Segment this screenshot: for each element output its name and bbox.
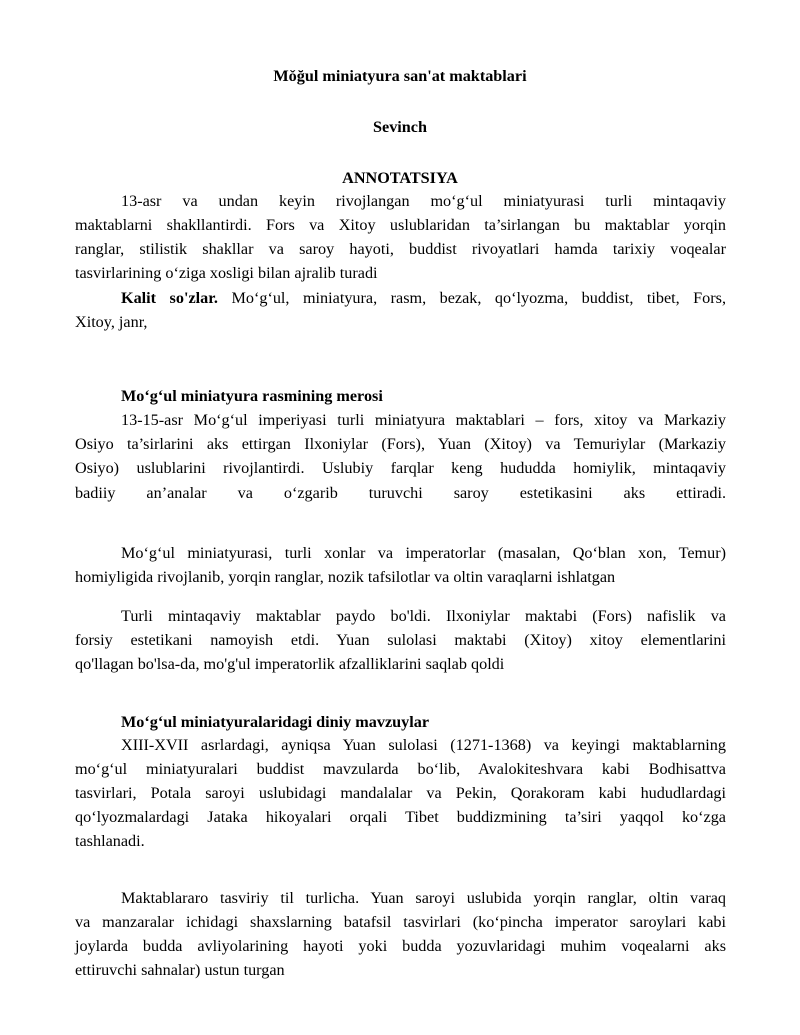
keywords-line	[121, 286, 726, 310]
annotation-line: ranglar, stilistik shakllar va saroy hayoti, buddist rivoyatlari hamda tarixiy voqealar	[75, 240, 726, 258]
paragraph-line: Osiyo ta’sirlarini aks ettirgan Ilxoniylar (Fors), Yuan (Xitoy) va Temuriylar (Markaziy	[75, 435, 726, 453]
annotation-heading: ANNOTATSIYA	[342, 169, 458, 187]
annotation-line: 13-asr va undan keyin rivojlangan mo‘g‘ul miniatyurasi turli mintaqaviy	[121, 192, 726, 210]
section-heading: Mo‘g‘ul miniatyuralaridagi diniy mavzuylar	[121, 713, 430, 731]
keywords-list: Mo‘g‘ul, miniatyura, rasm, bezak, qo‘lyozma, buddist, tibet, Fors,	[217, 289, 726, 307]
paragraph-line: ettiruvchi sahnalar) ustun turgan	[75, 961, 285, 979]
author-name: Sevinch	[373, 118, 427, 136]
paragraph-line: tashlanadi.	[75, 832, 145, 850]
section-heading: Mo‘g‘ul miniatyura rasmining merosi	[121, 387, 383, 405]
paragraph-line: XIII-XVII asrlardagi, ayniqsa Yuan sulolasi (1271-1368) va keyingi maktablarning	[121, 736, 726, 754]
paragraph-line: Maktablararo tasviriy til turlicha. Yuan saroyi uslubida yorqin ranglar, oltin varaq	[121, 889, 726, 907]
paragraph-line: forsiy estetikani namoyish etdi. Yuan sulolasi maktabi (Xitoy) xitoy elementlarini	[75, 631, 726, 649]
paragraph-line: Mo‘g‘ul miniatyurasi, turli xonlar va imperatorlar (masalan, Qo‘blan xon, Temur)	[121, 544, 726, 562]
paragraph-line: tasvirlari, Potala saroyi uslubidagi mandalalar va Pekin, Qorakoram kabi hududlardagi	[75, 784, 726, 802]
paragraph-line: mo‘g‘ul miniatyuralari buddist mavzularda bo‘lib, Avalokiteshvara kabi Bodhisattva	[75, 760, 726, 778]
annotation-line: maktablarni shakllantirdi. Fors va Xitoy uslublaridan ta’sirlangan bu maktablar yorqin	[75, 216, 726, 234]
annotation-line: tasvirlarining o‘ziga xosligi bilan ajralib turadi	[75, 264, 378, 282]
paragraph-line: Osiyo) uslublarini rivojlantirdi. Uslubiy farqlar keng hududda homiylik, mintaqaviy	[75, 459, 726, 477]
paragraph-line: qo‘lyozmalardagi Jataka hikoyalari orqali Tibet buddizmining ta’siri yaqqol ko‘zga	[75, 808, 726, 826]
paragraph-line: homiyligida rivojlanib, yorqin ranglar, nozik tafsilotlar va oltin varaqlarni ishlatgan	[75, 568, 616, 586]
paragraph-line: joylarda budda avliyolarining hayoti yoki budda yozuvlaridagi muhim voqealarni aks	[75, 937, 726, 955]
keywords-label: Kalit so'zlar.	[121, 289, 218, 307]
paragraph-line: va manzaralar ichidagi shaxslarning batafsil tasvirlari (ko‘pincha imperator saroylari kabi	[75, 913, 726, 931]
paragraph-line: badiiy an’analar va o‘zgarib turuvchi saroy estetikasini aks ettiradi.	[75, 484, 726, 502]
paragraph-line: 13-15-asr Mo‘g‘ul imperiyasi turli miniatyura maktablari – fors, xitoy va Markaziy	[121, 411, 726, 429]
document-title: Mǒğul miniatyura san'at maktablari	[273, 67, 527, 85]
paragraph-line: Turli mintaqaviy maktablar paydo bo'ldi. Ilxoniylar maktabi (Fors) nafislik va	[121, 607, 726, 625]
paragraph-line: qo'llagan bo'lsa-da, mo'g'ul imperatorlik afzalliklarini saqlab qoldi	[75, 655, 505, 673]
keywords-line: Xitoy, janr,	[75, 313, 148, 331]
